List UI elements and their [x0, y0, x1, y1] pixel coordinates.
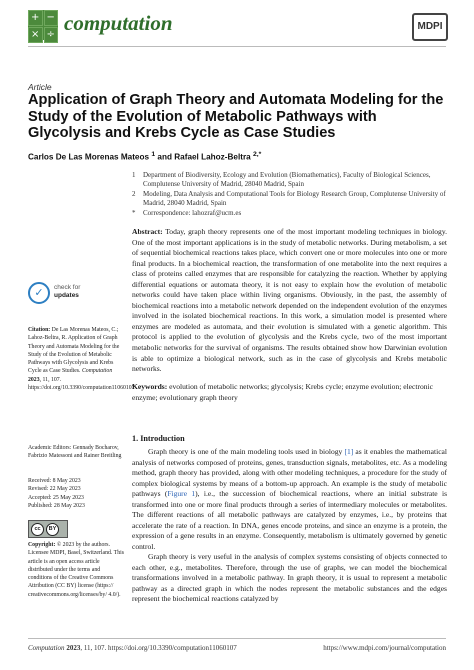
correspondence-email[interactable]: Correspondence: lahozraf@ucm.es	[143, 209, 242, 217]
plus-icon: +	[28, 10, 43, 26]
received-date: Received: 8 May 2023	[28, 478, 81, 484]
affiliation-number: *	[132, 209, 136, 217]
affiliation-item	[132, 209, 447, 218]
section-heading: 1. Introduction	[132, 434, 185, 443]
times-icon: ×	[28, 27, 43, 43]
citation-label: Citation:	[28, 327, 51, 333]
paragraph: Graph theory is one of the main modeling tools used in biology [1] as it enables the mathematical analysis of networks composed of proteins, genes, transduction signals, metabolites, etc. As a modeling method, graph theory has provided, along with other modeling techniques, a procedure for the study of complex biological systems by means of a bottom-up approach. An example is the study of metabolic pathways (Figure 1), i.e., the succession of biochemical reactions, where an initial substrate is transformed into one or more final products through a series of intermediary molecules or metabolites. The different reactions of all metabolic pathways are catalyzed by enzymes, i.e., by proteins that accelerate the rate of a reaction. In DNA, genes encode proteins, and since an enzyme is a protein, the expression of a gene results in an enzyme. Consequently, metabolism is ultimately governed by genetic control.	[132, 447, 448, 551]
affiliation-item	[132, 171, 447, 189]
keywords	[132, 382, 447, 403]
copyright-label: Copyright:	[28, 542, 56, 548]
journal-name[interactable]: computation	[64, 11, 173, 35]
affiliation-text: Modeling, Data Analysis and Computational Tools for Biology Research Group, Complutense University of Madrid, 28040 Madrid, Spain	[143, 190, 446, 208]
affiliation-number: 2	[132, 190, 136, 198]
divide-icon: ÷	[44, 27, 59, 43]
footer-doi-link[interactable]: , 11, 107. https://doi.org/10.3390/computation11060107	[80, 644, 237, 652]
footer-divider	[28, 638, 446, 639]
article-type: Article	[28, 82, 52, 92]
academic-editors: Academic Editors: Gennady Bocharov, Fabrizio Matessoni and Rainer Breitling	[28, 445, 122, 460]
author-list: Carlos De Las Morenas Mateos $^1$ and Rafael Lahoz-Beltra $^{2,*}$	[28, 151, 262, 162]
introduction-body	[132, 447, 447, 605]
abstract-text: Today, graph theory represents one of the most important modeling techniques in biology. One of the most important applications is in the study of metabolic networks. During metabolism, a set of sequential biochemical reactions takes place, which convert one or more molecules into one or more final products. In a biochemical reaction, the transformation of one metabolite into the next requires a class of proteins called enzymes that are responsible for catalyzing the reaction. Whether by applying differential equations or automata theory, it is not easy to explain how the evolution of metabolic networks could have taken place within living organisms. Obviously, in the past, the assembly of biochemical reactions into a metabolic network depended on the independent evolution of the enzymes involved in the isolated biochemical reactions. In this work, a simulation model is presented where enzymes are modeled as automata, and their evolution is simulated with a genetic algorithm. This protocol is applied to the evolution of glycolysis and the Krebs cycle, two of the most important metabolic networks for the survival of organisms. The results obtained show how Darwinian evolution is able to optimize a biological network, such as in the case of glycolysis and Krebs metabolic networks.	[132, 227, 447, 374]
keywords-label: Keywords:	[132, 382, 168, 391]
author-name[interactable]: Rafael Lahoz-Beltra	[174, 152, 251, 162]
figure-link[interactable]: Figure 1	[167, 489, 196, 498]
check-for-updates-badge[interactable]	[28, 281, 118, 307]
citation-block: Citation: De Las Morenas Mateos, C.; Lahoz-Beltra, R. Application of Graph Theory and Automata Modeling for the Study of the Evolution of Metabolic Pathways with Glycolysis and Krebs Cycle as Case Studies. Computation 2023, 11, 107. https://doi.org/10.3390/computation11060107	[28, 327, 135, 392]
author-affiliation-marker: 1	[151, 151, 156, 158]
affiliation-item	[132, 190, 447, 208]
check-updates-icon: ✓	[28, 282, 50, 304]
minus-icon: −	[44, 10, 59, 26]
attribution-icon: BY	[46, 523, 59, 536]
abstract	[132, 227, 447, 375]
affiliation-text: Department of Biodiversity, Ecology and Evolution (Biomathematics), Faculty of Biological Sciences, Complutense University of Madrid, 28040 Madrid, Spain	[143, 171, 431, 189]
creative-commons-icon: cc	[31, 523, 44, 536]
published-date: Published: 28 May 2023	[28, 502, 85, 509]
cc-by-license-badge[interactable]	[28, 520, 68, 538]
publisher-logo[interactable]: MDPI	[412, 13, 448, 41]
header-divider	[28, 46, 446, 47]
citation-doi[interactable]: , 11, 107. https://doi.org/10.3390/computation11060107	[28, 376, 135, 392]
author-name[interactable]: Carlos De Las Morenas Mateos	[28, 152, 150, 162]
affiliation-number: 1	[132, 171, 136, 179]
publication-dates	[28, 477, 124, 510]
footer-citation: Computation 2023, 11, 107. https://doi.org/10.3390/computation11060107	[28, 644, 237, 652]
reference-link[interactable]: [1]	[344, 447, 354, 456]
keywords-text: evolution of metabolic networks; glycolysis; Krebs cycle; enzyme evolution; electronic enzyme; evolutionary graph theory	[132, 382, 433, 402]
check-updates-label: check for updates	[54, 284, 81, 299]
revised-date: Revised: 22 May 2023	[28, 486, 81, 493]
accepted-date: Accepted: 25 May 2023	[28, 494, 84, 501]
article-title: Application of Graph Theory and Automata Modeling for the Study of the Evolution of Metabolic Pathways with Glycolysis and Krebs Cycle as Case Studies	[28, 92, 444, 141]
paragraph: Graph theory is very useful in the analysis of complex systems consisting of objects connected to each other, e.g., metabolites. Therefore, through the use of graphs, we can model the biochemical transformations involved in a metabolic pathway. In graph theory, it is usual to represent a metabolic pathway as a directed graph in which the nodes represent the metabolic substances and the edges represent the biochemical reactions catalyzed by	[132, 552, 447, 603]
journal-logo	[28, 10, 58, 40]
abstract-label: Abstract:	[132, 227, 163, 236]
footer-journal-url[interactable]: https://www.mdpi.com/journal/computation	[323, 644, 446, 652]
copyright-notice: Copyright: © 2023 by the authors. Licensee MDPI, Basel, Switzerland. This article is an open access article distributed under the terms and conditions of the Creative Commons Attribution (CC BY) license (https:// creativecommons.org/licenses/by/ 4.0/).	[28, 542, 125, 598]
author-affiliation-marker: 2,*	[252, 151, 262, 158]
